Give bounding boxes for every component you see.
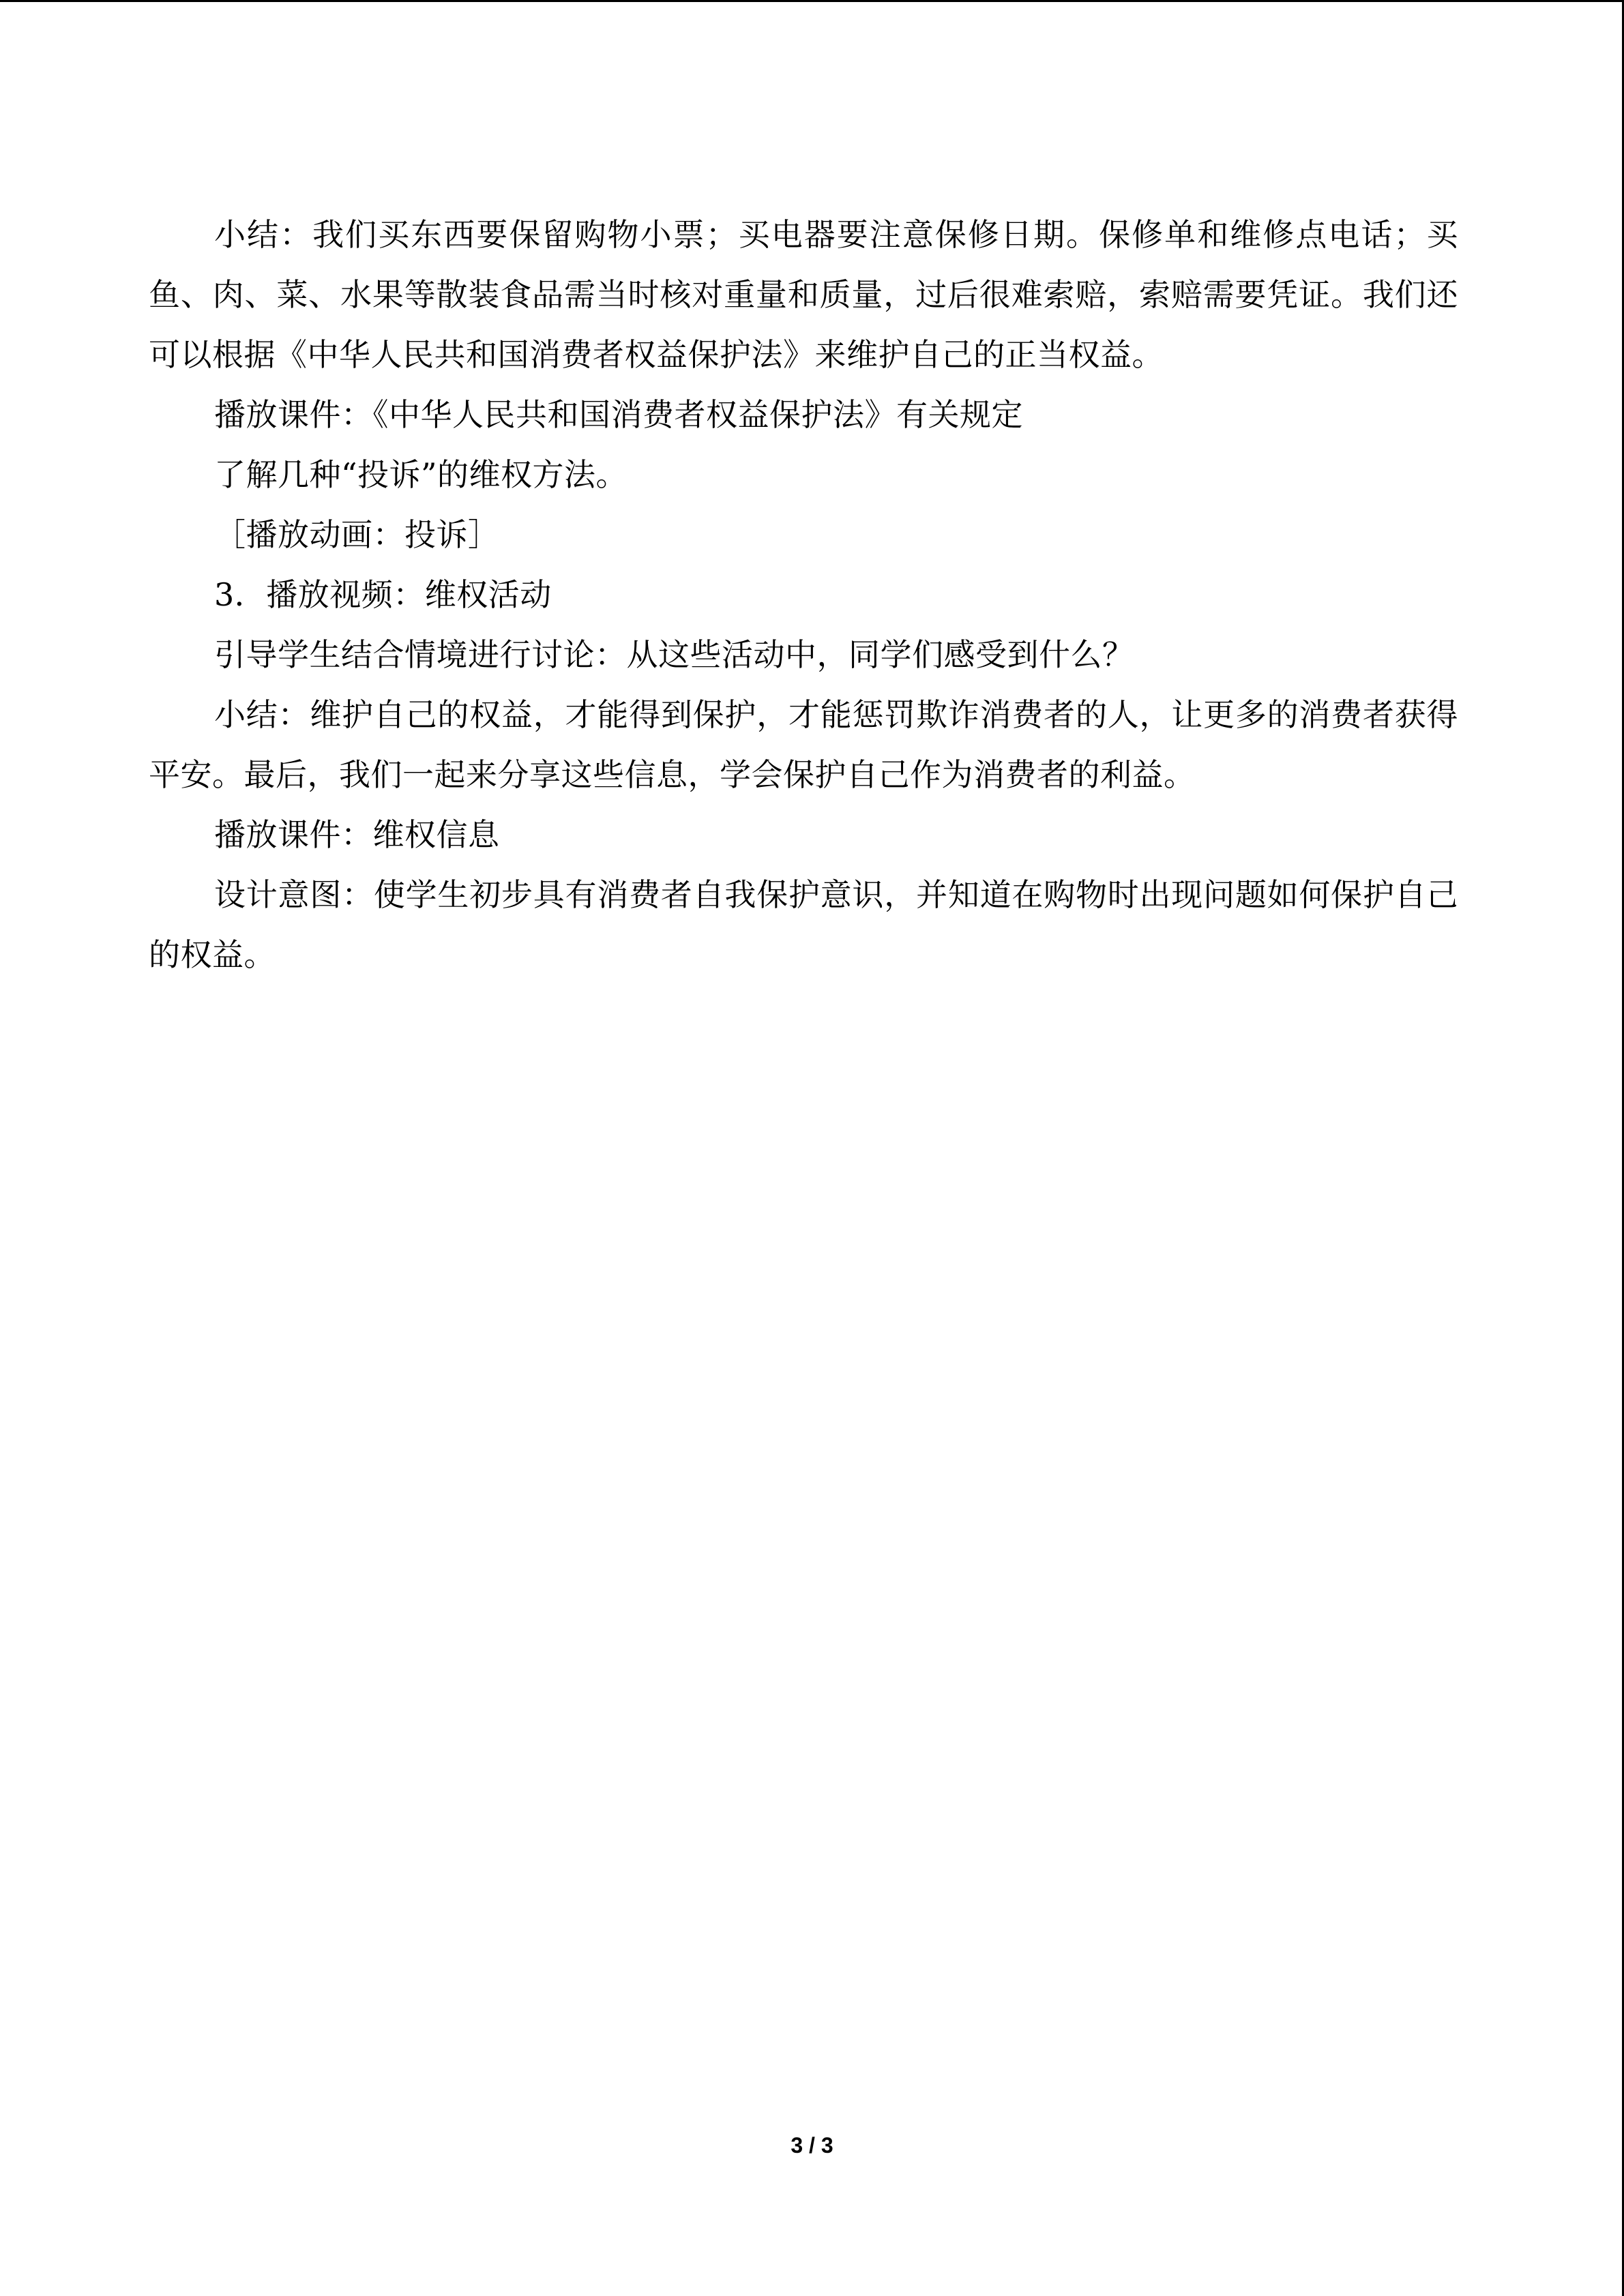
paragraph-design-intent: 设计意图：使学生初步具有消费者自我保护意识，并知道在购物时出现问题如何保护自己的权益。 [149,876,1458,973]
paragraph-complaint-methods: 了解几种“投诉”的维权方法。 [214,456,628,493]
page-top-border [0,0,1624,2]
document-body [149,205,1458,985]
paragraph-summary-receipts: 小结：我们买东西要保留购物小票；买电器要注意保修日期。保修单和维修点电话；买鱼、肉、菜、水果等散装食品需当时核对重量和质量，过后很难索赔，索赔需要凭证。我们还可以根据《中华人民共和国消费者权益保护法》来维护自己的正当权益。 [149,216,1458,373]
paragraph-play-animation: ［播放动画：投诉］ [214,516,500,553]
page-number: 3 / 3 [791,2133,833,2158]
paragraph-summary-rights: 小结：维护自己的权益，才能得到保护，才能惩罚欺诈消费者的人，让更多的消费者获得平安。最后，我们一起来分享这些信息，学会保护自己作为消费者的利益。 [149,696,1458,793]
paragraph-play-video: 3．播放视频：维权活动 [214,576,552,613]
paragraph-discussion: 引导学生结合情境进行讨论：从这些活动中，同学们感受到什么？ [214,636,1134,673]
paragraph-play-courseware-info: 播放课件：维权信息 [214,816,500,853]
paragraph-play-courseware-law: 播放课件：《中华人民共和国消费者权益保护法》有关规定 [214,396,1023,433]
